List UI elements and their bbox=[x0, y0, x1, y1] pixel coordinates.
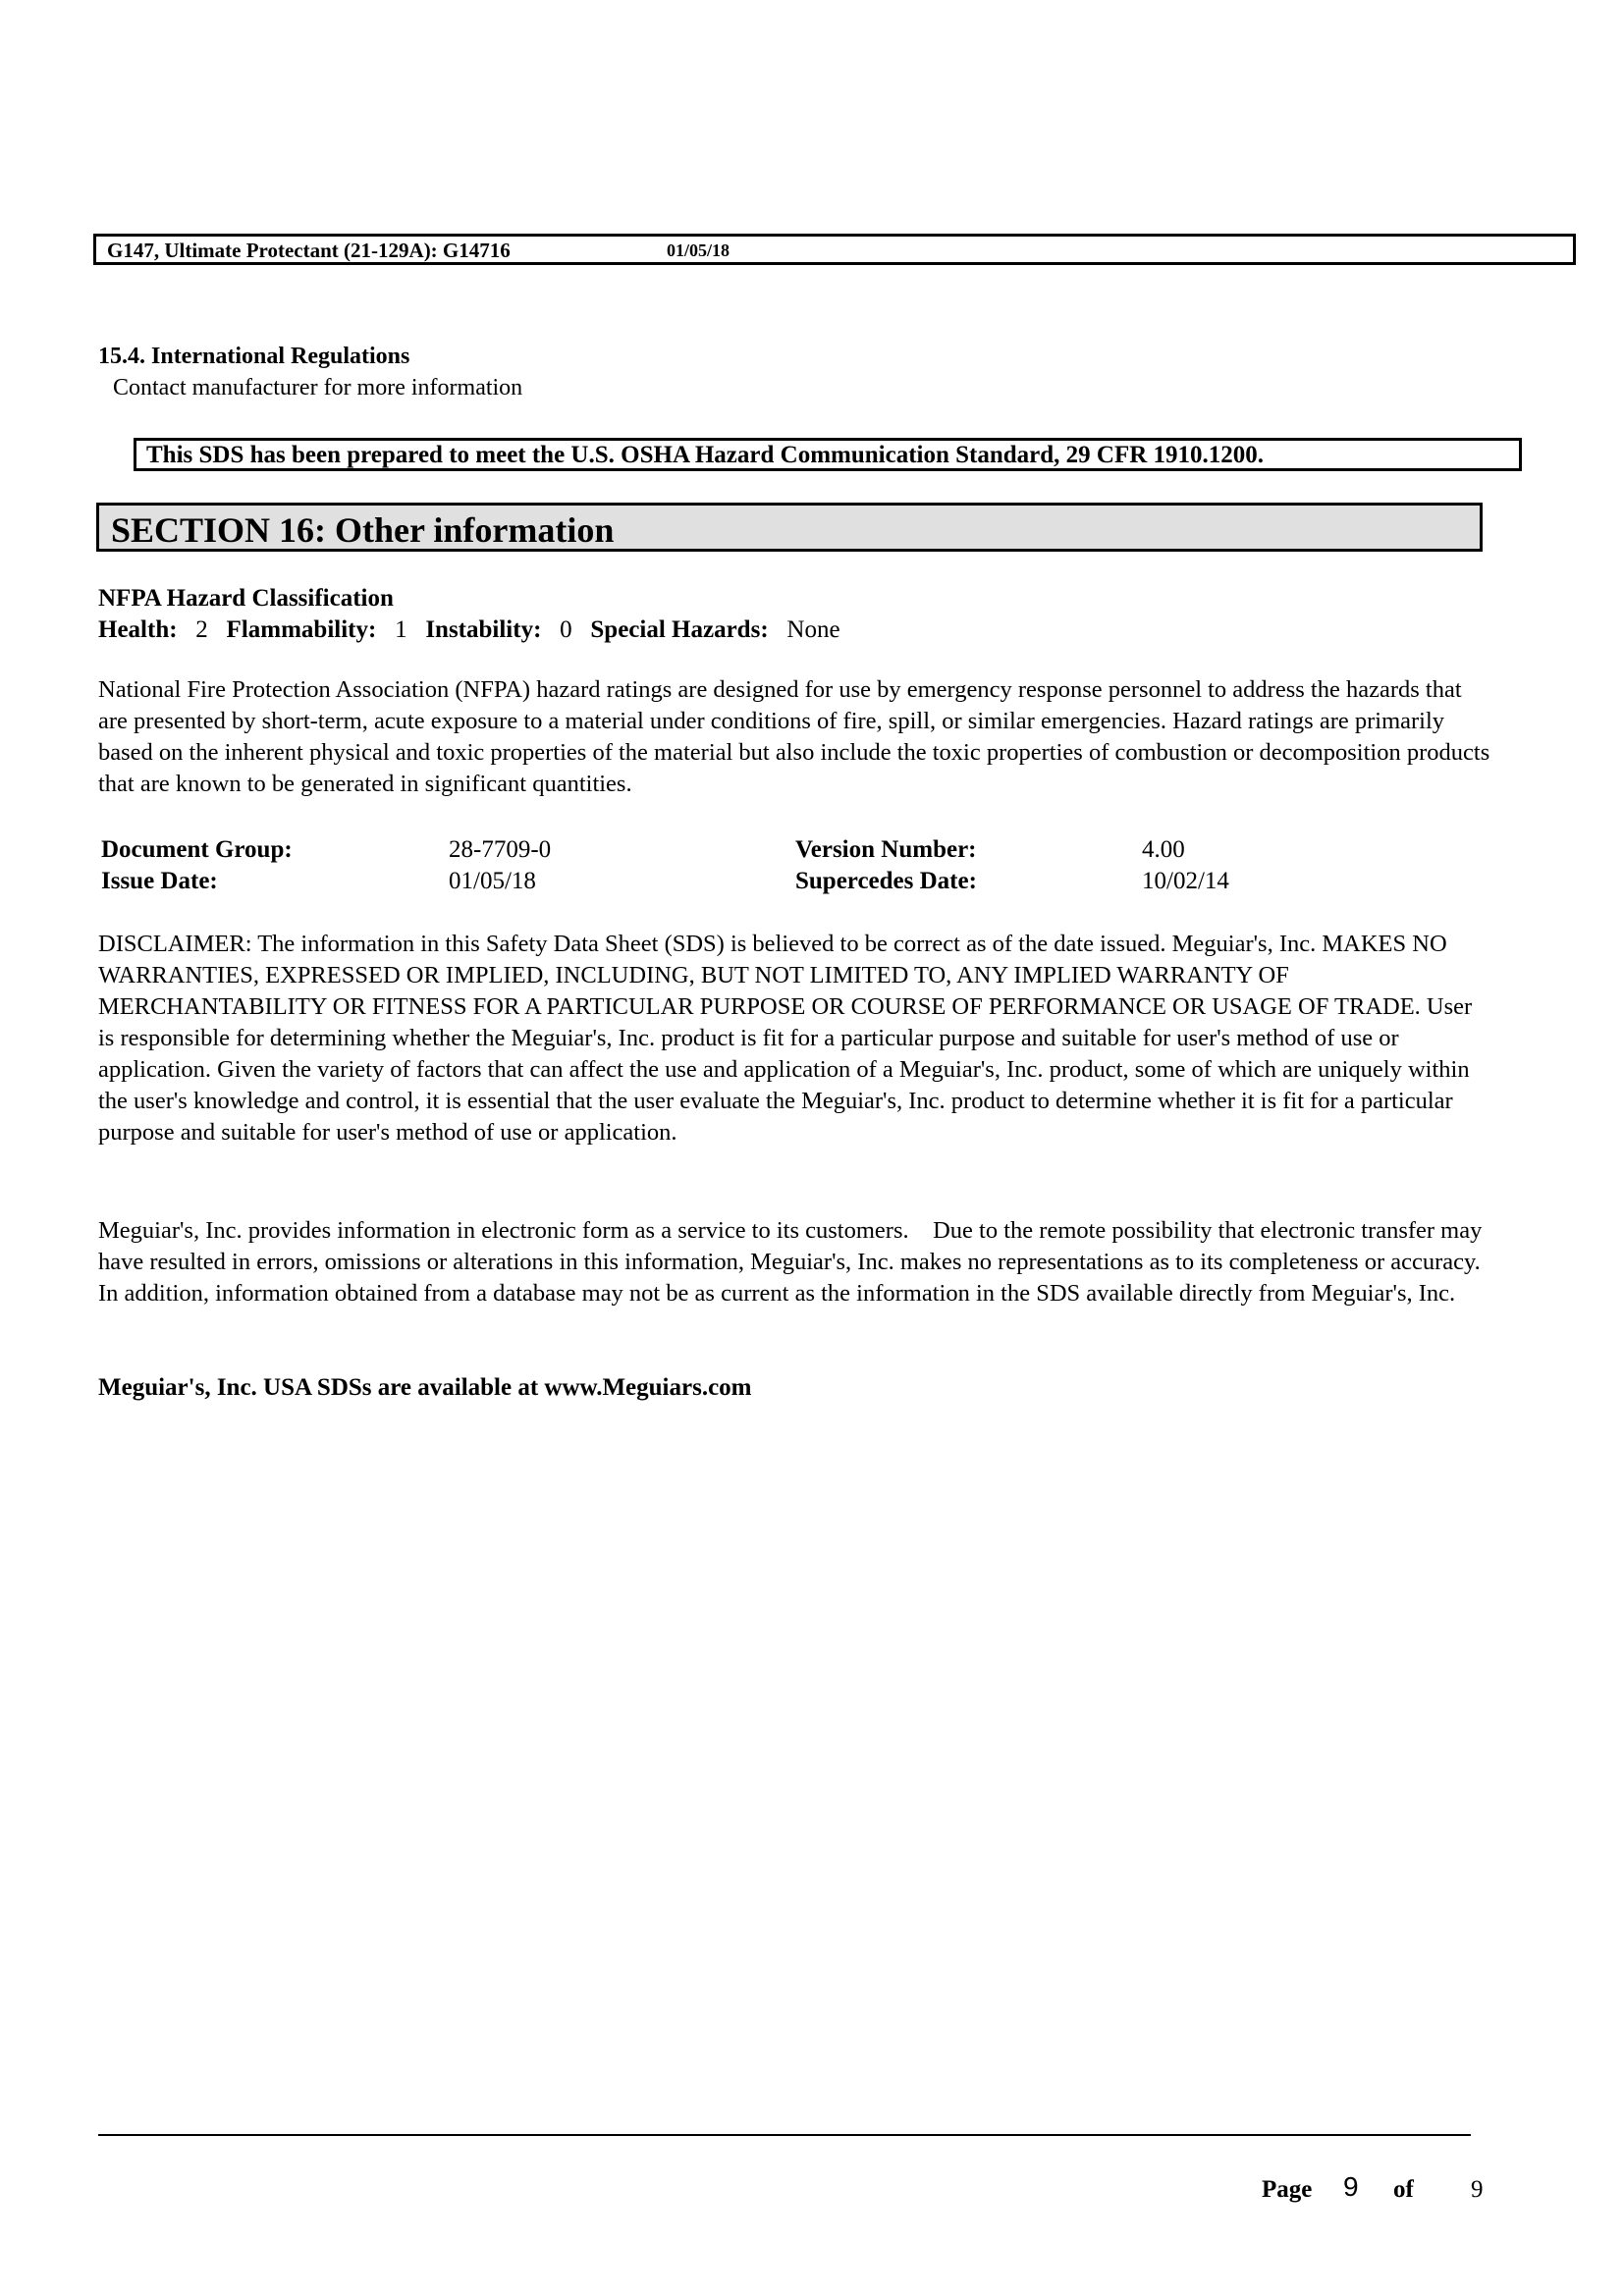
version-number-label: Version Number: bbox=[795, 836, 977, 863]
supercedes-date-value: 10/02/14 bbox=[1142, 868, 1229, 894]
document-group-value: 28-7709-0 bbox=[449, 836, 552, 863]
issue-date-label: Issue Date: bbox=[101, 868, 218, 894]
instability-value: 0 bbox=[560, 616, 572, 643]
nfpa-description: National Fire Protection Association (NFPA) hazard ratings are designed for use by emergency response personnel to address the hazards that are presented by short-term, acute exposure to a material under conditions of fire, spill, or similar emergencies. Hazard ratings are primarily based on the inherent physical and toxic properties of the material but also include the toxic properties of combustion or decomposition products that are known to be generated in significant quantities. bbox=[98, 676, 1490, 797]
nfpa-title: NFPA Hazard Classification bbox=[98, 585, 394, 612]
product-name: G147, Ultimate Protectant (21-129A): G14716 bbox=[107, 239, 511, 262]
health-value: 2 bbox=[195, 616, 208, 643]
footer-divider bbox=[98, 2134, 1471, 2136]
special-hazards-value: None bbox=[786, 616, 840, 643]
page-label: Page bbox=[1262, 2176, 1313, 2203]
osha-notice: This SDS has been prepared to meet the U.S. OSHA Hazard Communication Standard, 29 CFR 1910.1200. bbox=[146, 442, 1265, 468]
issue-date-value: 01/05/18 bbox=[449, 868, 536, 894]
section-16-header bbox=[96, 503, 1483, 552]
nfpa-ratings bbox=[98, 616, 840, 644]
international-regulations-heading: 15.4. International Regulations bbox=[98, 344, 410, 369]
page-current: 9 bbox=[1343, 2171, 1359, 2202]
of-label: of bbox=[1393, 2176, 1414, 2203]
osha-notice-box bbox=[134, 438, 1522, 471]
page-total: 9 bbox=[1471, 2176, 1484, 2203]
header-date: 01/05/18 bbox=[667, 240, 730, 260]
electronic-form-notice: Meguiar's, Inc. provides information in electronic form as a service to its customers. Due to the remote possibility that electronic transfer may have resulted in errors, omissions or alterations in this information, Meguiar's, Inc. makes no representations as to its completeness or accuracy. In addition, information obtained from a database may not be as current as the information in the SDS available directly from Meguiar's, Inc. bbox=[98, 1217, 1493, 1307]
supercedes-date-label: Supercedes Date: bbox=[795, 868, 977, 894]
instability-label: Instability: bbox=[425, 616, 542, 643]
document-header bbox=[93, 234, 1576, 265]
sds-availability: Meguiar's, Inc. USA SDSs are available at www.Meguiars.com bbox=[98, 1374, 752, 1401]
version-number-value: 4.00 bbox=[1142, 836, 1185, 863]
health-label: Health: bbox=[98, 616, 178, 643]
special-hazards-label: Special Hazards: bbox=[590, 616, 769, 643]
flammability-label: Flammability: bbox=[226, 616, 377, 643]
document-group-label: Document Group: bbox=[101, 836, 293, 863]
flammability-value: 1 bbox=[395, 616, 407, 643]
disclaimer: DISCLAIMER: The information in this Safety Data Sheet (SDS) is believed to be correct as of the date issued. Meguiar's, Inc. MAKES NO WARRANTIES, EXPRESSED OR IMPLIED, INCLUDING, BUT NOT LIMITED TO, ANY IMPLIED WARRANTY OF MERCHANTABILITY OR FITNESS FOR A PARTICULAR PURPOSE OR COURSE OF PERFORMANCE OR USAGE OF TRADE. User is responsible for determining whether the Meguiar's, Inc. product is fit for a particular purpose and suitable for user's method of use or application. Given the variety of factors that can affect the use and application of a Meguiar's, Inc. product, some of which are uniquely within the user's knowledge and control, it is essential that the user evaluate the Meguiar's, Inc. product to determine whether it is fit for a particular purpose and suitable for user's method of use or application. bbox=[98, 931, 1473, 1146]
international-regulations-text: Contact manufacturer for more information bbox=[113, 375, 523, 400]
section-title: SECTION 16: Other information bbox=[111, 510, 615, 550]
